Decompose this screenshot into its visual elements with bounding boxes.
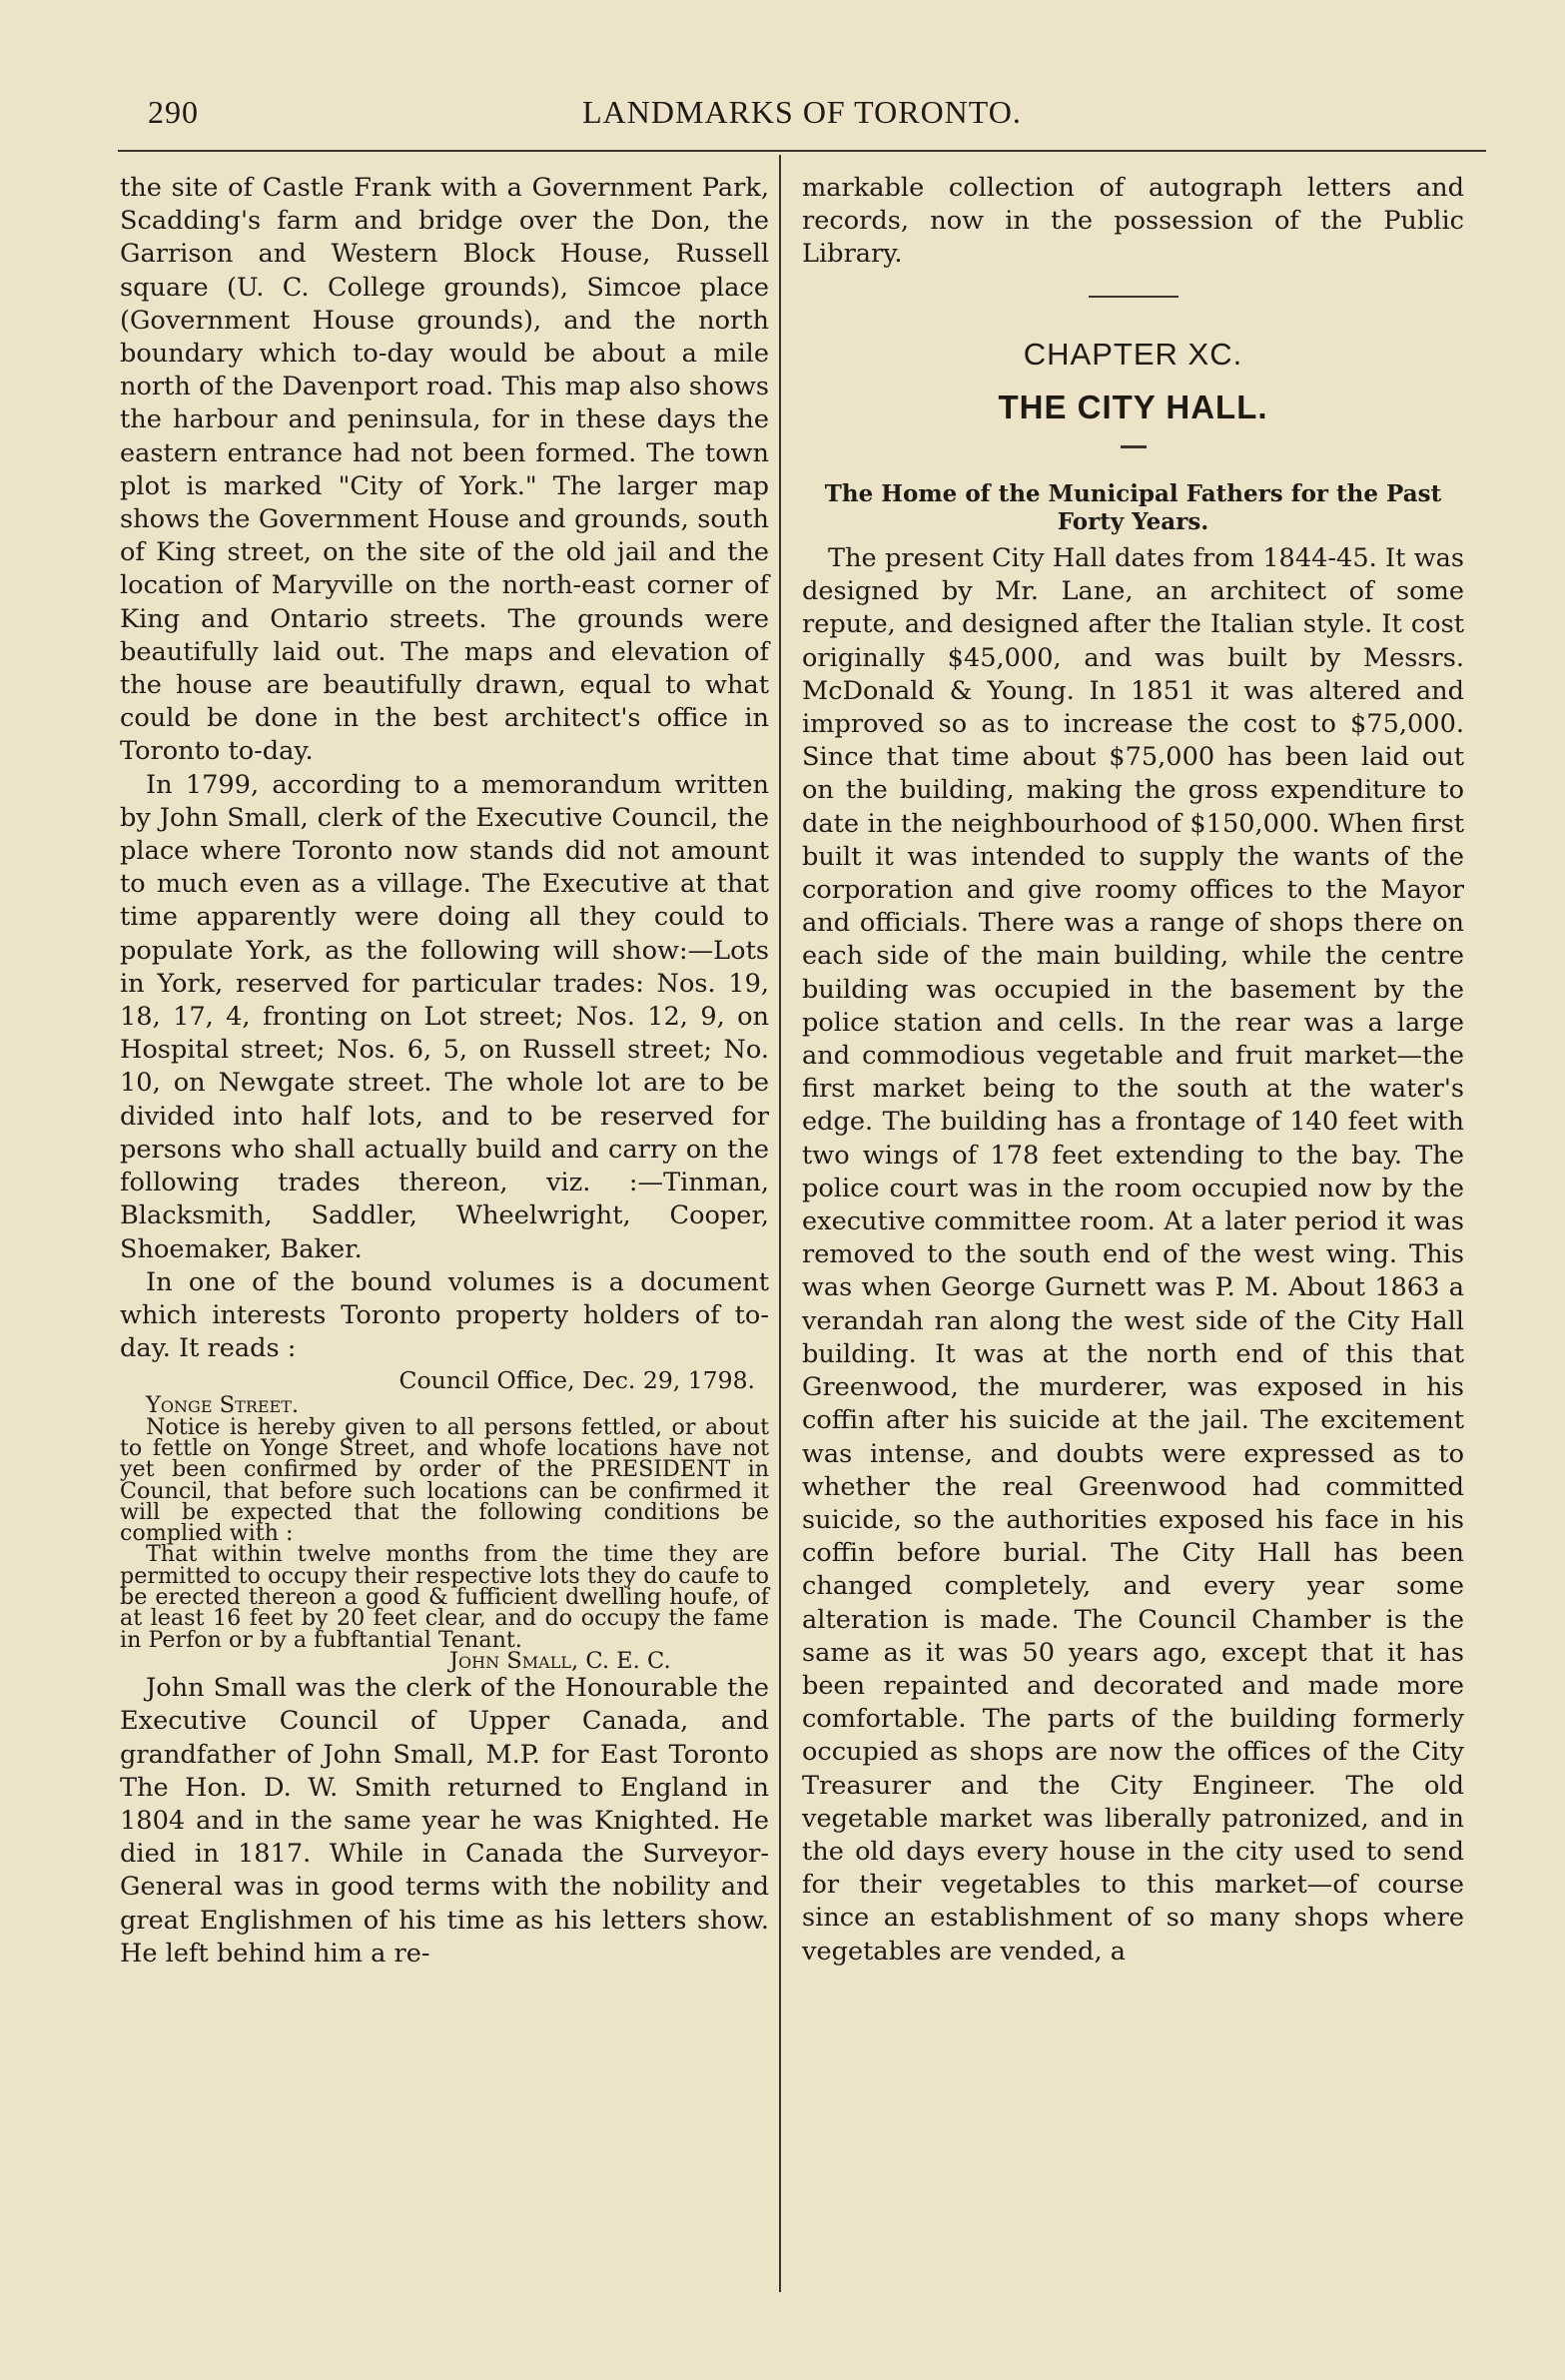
chapter-title: THE CITY HALL. [998, 388, 1268, 425]
page-number: 290 [148, 94, 199, 130]
document-signature: John Small, C. E. C. [449, 1647, 671, 1674]
quoted-document [120, 1365, 769, 1672]
document-heading: Yonge Street. [146, 1392, 300, 1419]
section-rule [1089, 296, 1178, 298]
left-paragraph-2: In 1799, according to a memorandum written by John Small, clerk of the Executive Council, the place where Toronto now stands did not amount to much even as a village. The Executive at that time apparently were doing all they could to populate York, as the following will show:—Lots in York, reserved for particular trades: Nos. 19, 18, 17, 4, fronting on Lot street; Nos. 12, 9, on Hospital street; Nos. 6, 5, on Russell street; No. 10, on Newgate street. The whole lot are to be divided into half lots, and to be reserved for persons who shall actually build and carry on the following trades thereon, viz. :—Tinman, Blacksmith, Saddler, Wheelwright, Cooper, Shoemaker, Baker. [120, 769, 769, 1264]
left-column [120, 172, 769, 1971]
page-header [148, 88, 1456, 138]
running-title: LANDMARKS OF TORONTO. [582, 94, 1022, 130]
title-dash [1121, 445, 1147, 448]
right-paragraph-1: The present City Hall dates from 1844-45. It was designed by Mr. Lane, an architect of some repute, and designed after the Italian style. It cost originally $45,000, and was built by Messrs. McDonald & Young. In 1851 it was altered and improved so as to increase the cost to $75,000. Since that time about $75,000 has been laid out on the building, making the gross expenditure to date in the neighbourhood of $150,000. When first built it was intended to supply the wants of the corporation and give roomy offices to the Mayor and officials. There was a range of shops there on each side of the main building, while the centre building was occupied in the basement by the police station and cells. In the rear was a large and commodious vegetable and fruit market—the first market being to the south at the water's edge. The building has a frontage of 140 feet with two wings of 178 feet extending to the bay. The police court was in the room occupied now by the executive committee room. At a later period it was removed to the south end of the west wing. This was when George Gurnett was P. M. About 1863 a verandah ran along the west side of the City Hall building. It was at the north end of this that Greenwood, the murderer, was exposed in his coffin after his suicide at the jail. The excitement was intense, and doubts were expressed as to whether the real Greenwood had committed suicide, so the authorities exposed his face in his coffin before burial. The City Hall has been changed completely, and every year some alteration is made. The Council Chamber is the same as it was 50 years ago, except that it has been repainted and decorated and made more comfortable. The parts of the building formerly occupied as shops are now the offices of the City Treasurer and the City Engineer. The old vegetable market was liberally patronized, and in the old days every house in the city used to send for their vegetables to this market—of course since an establishment of so many shops where vegetables are vended, a [802, 543, 1464, 1967]
right-paragraph-continued: markable collection of autograph letters and records, now in the possession of the Public Library. [802, 173, 1464, 270]
chapter-subheading: The Home of the Municipal Fathers for the Past Forty Years. [824, 480, 1442, 536]
document-conditions: That within twelve months from the time they are permitted to occupy their respective lots they do caufe to be erected thereon a good & fufficient dwelling houfe, of at least 16 feet by 20 feet clear, and do occupy the fame in Perfon or by a fubftantial Tenant. [120, 1541, 769, 1653]
header-rule [118, 150, 1486, 152]
left-paragraph-4: John Small was the clerk of the Honourable the Executive Council of Upper Canada, and grandfather of John Small, M.P. for East Toronto The Hon. D. W. Smith returned to England in 1804 and in the same year he was Knighted. He died in 1817. While in Canada the Surveyor-General was in good terms with the nobility and great Englishmen of his time as his letters show. He left behind him a re- [120, 1673, 769, 1969]
chapter-number: CHAPTER XC. [1023, 336, 1243, 372]
left-paragraph-3: In one of the bound volumes is a document which interests Toronto property holders of to-day. It reads : [120, 1266, 769, 1364]
right-column [802, 172, 1464, 1969]
document-dateline: Council Office, Dec. 29, 1798. [398, 1366, 755, 1395]
column-divider [779, 155, 781, 2292]
left-paragraph-1: the site of Castle Frank with a Government Park, Scadding's farm and bridge over the Don, the Garrison and Western Block House, Russell square (U. C. College grounds), Simcoe place (Government House grounds), and the north boundary which to-day would be about a mile north of the Davenport road. This map also shows the harbour and peninsula, for in these days the eastern entrance had not been formed. The town plot is marked "City of York." The larger map shows the Government House and grounds, south of King street, on the site of the old jail and the location of Maryville on the north-east corner of King and Ontario streets. The grounds were beautifully laid out. The maps and elevation of the house are beautifully drawn, equal to what could be done in the best architect's office in Toronto to-day. [120, 173, 769, 767]
document-notice: Notice is hereby given to all persons fettled, or about to fettle on Yonge Street, and whofe locations have not yet been confirmed by order of the PRESIDENT in Council, that before such locations can be confirmed it will be expected that the following conditions be complied with : [120, 1413, 769, 1547]
